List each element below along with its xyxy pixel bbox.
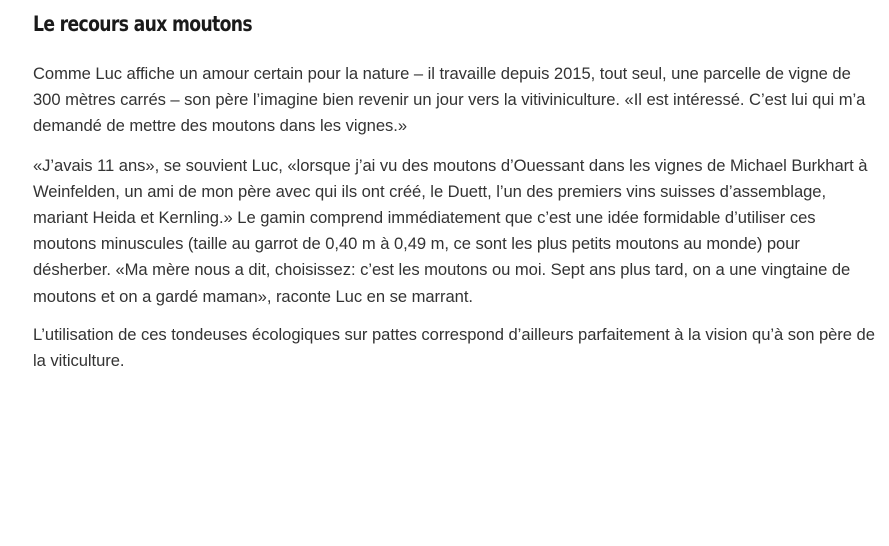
section-heading: Le recours aux moutons [33, 12, 253, 36]
article-section [33, 8, 878, 374]
article-paragraph-2: «J’avais 11 ans», se souvient Luc, «lorsque j’ai vu des moutons d’Ouessant dans les vignes de Michael Burkhart à Weinfelden, un ami de mon père avec qui ils ont créé, le Duett, l’un des premiers vins suisses d’assemblage, mariant Heida et Kernling.» Le gamin comprend immédiatement que c’est une idée formidable d’utiliser ces moutons minuscules (taille au garrot de 0,40 m à 0,49 m, ce sont les plus petits moutons au monde) pour désherber. «Ma mère nous a dit, choisissez: c’est les moutons ou moi. Sept ans plus tard, on a une vingtaine de moutons et on a gardé maman», raconte Luc en se marrant. [33, 155, 868, 306]
article-paragraph-1: Comme Luc affiche un amour certain pour la nature – il travaille depuis 2015, tout seul, une parcelle de vigne de 300 mètres carrés – son père l’imagine bien revenir un jour vers la vitiviniculture. «Il est intéressé. C’est lui qui m’a demandé de mettre des moutons dans les vignes.» [33, 64, 866, 136]
article-paragraph-3: L’utilisation de ces tondeuses écologiques sur pattes correspond d’ailleurs parfaitement à la vision qu’à son père de la viticulture. [33, 324, 875, 371]
